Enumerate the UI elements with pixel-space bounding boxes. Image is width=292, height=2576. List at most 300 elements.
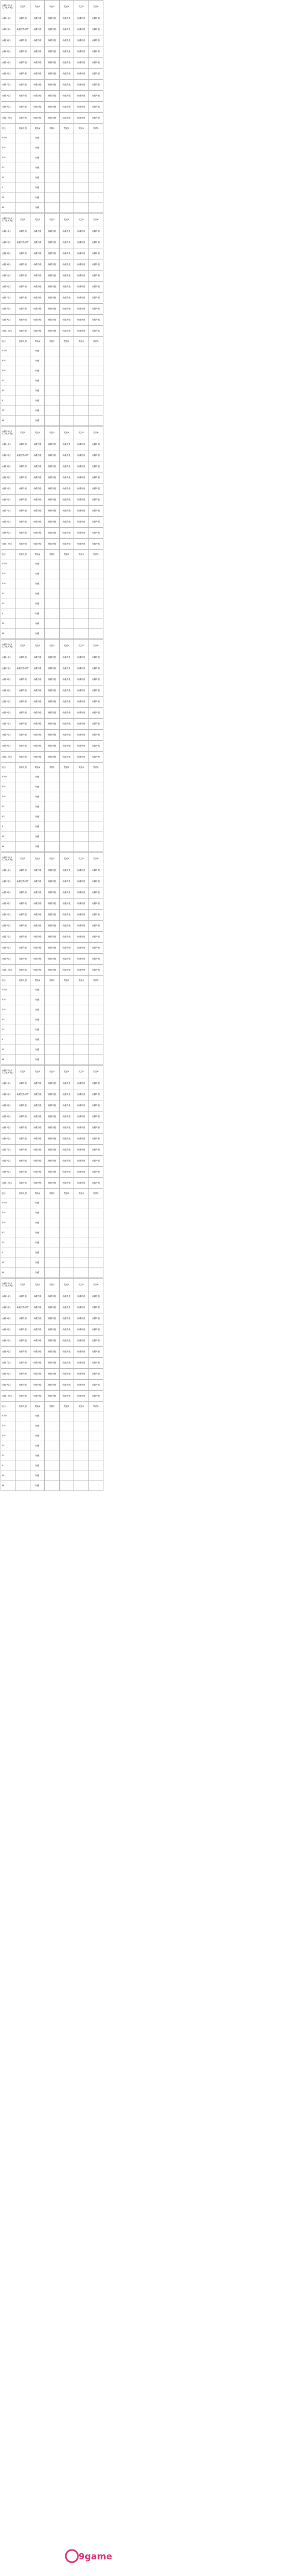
table-cell: 仙藏升级: [88, 293, 103, 304]
table-cell: [45, 629, 59, 639]
table-cell: 仙藏升级: [88, 1380, 103, 1391]
table-cell: [15, 609, 30, 619]
column-header: 奖励2: [30, 1, 44, 13]
table-cell: [88, 1015, 103, 1025]
table-cell: 仙藏升级: [59, 1089, 74, 1100]
table-cell: 仙藏升级: [88, 1369, 103, 1380]
table-cell: 仙藏升级: [74, 1347, 88, 1358]
table-cell: [74, 163, 88, 173]
table-cell: 仙藏升级: [15, 113, 30, 124]
table-cell: 仙藏升级: [45, 1100, 59, 1112]
column-header: 奖励1: [30, 976, 44, 985]
table-cell: 仙藏升级: [15, 1336, 30, 1347]
table-cell: 仙藏升级: [74, 1358, 88, 1369]
table-row: [1, 143, 103, 153]
table-cell: [74, 1015, 88, 1025]
table-cell: [59, 1421, 74, 1431]
table-row: [1, 965, 103, 976]
table-cell: [74, 1035, 88, 1045]
table-cell: 仙藏宝物部件: [15, 237, 30, 248]
table-row: [1, 237, 103, 248]
table-row: [1, 506, 103, 517]
row-label: 仙藏(10星): [1, 752, 15, 763]
table-cell: 仙藏升级: [88, 1302, 103, 1313]
column-header: 积分: [1, 337, 15, 346]
table-cell: [74, 386, 88, 396]
table-cell: 仙藏升级: [59, 495, 74, 506]
table-cell: [88, 822, 103, 832]
column-header: 奖励3: [45, 1, 59, 13]
table-cell: [15, 406, 30, 416]
table-cell: [74, 416, 88, 426]
table-cell: 仙藏升级: [15, 102, 30, 113]
table-cell: [15, 619, 30, 629]
table-cell: 仙藏升级: [88, 1391, 103, 1402]
table-row: [1, 183, 103, 193]
row-label: 500: [1, 782, 15, 792]
table-row: [1, 366, 103, 376]
table-cell: 仙藏: [30, 792, 44, 802]
row-label: 仙藏(10星): [1, 1391, 15, 1402]
column-header: 奖励3: [59, 1189, 74, 1198]
row-label: 仙藏(1星): [1, 865, 15, 876]
table-row: [1, 1302, 103, 1313]
table-cell: 仙藏升级: [45, 1302, 59, 1313]
table-cell: 仙藏升级: [74, 1123, 88, 1134]
table-row: [1, 708, 103, 719]
table-cell: 仙藏升级: [59, 1156, 74, 1167]
table-cell: [45, 1471, 59, 1481]
table-cell: [59, 589, 74, 599]
column-header: 奖励4: [74, 550, 88, 559]
table-cell: 仙藏升级: [74, 685, 88, 697]
table-cell: [88, 173, 103, 183]
table-cell: 仙藏升级: [59, 910, 74, 921]
table-cell: [74, 1218, 88, 1228]
table-cell: [45, 1248, 59, 1258]
table-cell: 仙藏升级: [88, 1178, 103, 1189]
table-cell: [74, 1411, 88, 1421]
table-cell: [15, 1461, 30, 1471]
table-cell: 仙藏升级: [88, 13, 103, 24]
table-cell: [74, 1228, 88, 1238]
table-cell: [15, 203, 30, 213]
table-row: [1, 772, 103, 782]
table-cell: 仙藏: [30, 1015, 44, 1025]
table-cell: 仙藏升级: [59, 1358, 74, 1369]
table-cell: [15, 1431, 30, 1441]
column-header: 奖励1: [15, 1066, 30, 1078]
table-row: [1, 517, 103, 528]
table-cell: [74, 346, 88, 356]
table-cell: 仙藏升级: [30, 304, 44, 315]
table-cell: 仙藏升级: [45, 271, 59, 282]
table-cell: [88, 133, 103, 143]
table-cell: [74, 1025, 88, 1035]
row-label: 仙藏(8星): [1, 91, 15, 102]
table-row: [1, 13, 103, 24]
table-cell: [15, 183, 30, 193]
table-cell: 仙藏升级: [15, 1167, 30, 1178]
table-cell: 仙藏升级: [15, 708, 30, 719]
table-cell: [15, 995, 30, 1005]
table-cell: [74, 629, 88, 639]
table-cell: [88, 772, 103, 782]
table-cell: 仙藏升级: [45, 663, 59, 674]
rank-header-row: [1, 763, 103, 772]
table-cell: [15, 782, 30, 792]
table-cell: [59, 772, 74, 782]
row-label: 100: [1, 153, 15, 163]
table-cell: 仙藏升级: [15, 248, 30, 259]
table-cell: 仙藏升级: [30, 1123, 44, 1134]
table-cell: [88, 1035, 103, 1045]
table-cell: 仙藏升级: [88, 24, 103, 35]
table-cell: 仙藏升级: [88, 865, 103, 876]
table-cell: [88, 1471, 103, 1481]
table-cell: 仙藏升级: [30, 1167, 44, 1178]
table-cell: 仙藏升级: [30, 293, 44, 304]
row-label: 仙藏(8星): [1, 1369, 15, 1380]
table-cell: [15, 1198, 30, 1208]
table-cell: 仙藏: [30, 1228, 44, 1238]
row-label: 2000: [1, 133, 15, 143]
table-cell: [45, 1005, 59, 1015]
column-header: 领取人数: [15, 976, 30, 985]
table-cell: [45, 1218, 59, 1228]
table-cell: 仙藏升级: [30, 899, 44, 910]
table-cell: 仙藏升级: [30, 932, 44, 943]
table-cell: [15, 173, 30, 183]
table-cell: 仙藏升级: [45, 439, 59, 450]
table-row: [1, 1178, 103, 1189]
row-label: 10: [1, 812, 15, 822]
table-cell: 仙藏升级: [45, 652, 59, 663]
table-cell: [59, 1025, 74, 1035]
row-label: 仙藏(6星): [1, 708, 15, 719]
table-row: [1, 226, 103, 237]
table-cell: [88, 832, 103, 842]
table-cell: [15, 1258, 30, 1268]
table-cell: 仙藏: [30, 406, 44, 416]
table-cell: 仙藏升级: [30, 484, 44, 495]
table-cell: [45, 133, 59, 143]
table-cell: 仙藏升级: [45, 58, 59, 69]
table-cell: 仙藏升级: [59, 1391, 74, 1402]
table-row: [1, 406, 103, 416]
table-cell: 仙藏: [30, 559, 44, 569]
table-row: [1, 376, 103, 386]
table-cell: 仙藏升级: [59, 1347, 74, 1358]
row-label: 仙藏(1星): [1, 1291, 15, 1302]
reward-table: [1, 1278, 103, 1491]
table-cell: 仙藏升级: [74, 248, 88, 259]
reward-table: [1, 852, 103, 1065]
table-cell: [45, 193, 59, 203]
table-cell: 仙藏升级: [45, 259, 59, 271]
table-cell: [45, 1045, 59, 1055]
row-label: 15: [1, 629, 15, 639]
table-cell: [15, 1481, 30, 1491]
table-row: [1, 812, 103, 822]
table-cell: [45, 366, 59, 376]
table-cell: 仙藏升级: [45, 461, 59, 472]
table-row: [1, 865, 103, 876]
table-cell: 仙藏升级: [30, 1336, 44, 1347]
table-cell: 仙藏升级: [45, 719, 59, 730]
table-cell: 仙藏升级: [15, 484, 30, 495]
table-cell: 仙藏升级: [15, 1145, 30, 1156]
table-row: [1, 697, 103, 708]
table-cell: 仙藏升级: [15, 13, 30, 24]
row-label: 仙藏(9星): [1, 741, 15, 752]
table-row: [1, 1198, 103, 1208]
table-cell: [15, 163, 30, 173]
table-row: [1, 1035, 103, 1045]
row-label: 仙藏(6星): [1, 282, 15, 293]
column-header: 奖励5: [88, 1189, 103, 1198]
table-cell: [45, 832, 59, 842]
table-cell: 仙藏升级: [59, 1325, 74, 1336]
table-cell: [74, 609, 88, 619]
column-header: 奖励4: [74, 976, 88, 985]
table-cell: 仙藏: [30, 1218, 44, 1228]
table-cell: [88, 153, 103, 163]
column-header: 奖励2: [30, 640, 44, 652]
table-row: [1, 356, 103, 366]
table-cell: 仙藏: [30, 1025, 44, 1035]
table-cell: 仙藏: [30, 782, 44, 792]
table-cell: 仙藏升级: [74, 943, 88, 954]
logo-ring-icon: [66, 2550, 78, 2562]
table-cell: 仙藏升级: [88, 663, 103, 674]
table-cell: [59, 1268, 74, 1278]
table-row: [1, 396, 103, 406]
table-cell: [59, 802, 74, 812]
table-cell: 仙藏升级: [30, 663, 44, 674]
table-cell: [15, 1441, 30, 1451]
table-cell: 仙藏升级: [15, 226, 30, 237]
row-label: 仙藏(1星): [1, 1078, 15, 1089]
table-cell: 仙藏升级: [59, 539, 74, 550]
table-cell: 仙藏升级: [88, 1123, 103, 1134]
table-cell: 仙藏升级: [59, 248, 74, 259]
column-header: 奖励6: [88, 1, 103, 13]
table-cell: [59, 629, 74, 639]
table-cell: 仙藏升级: [59, 439, 74, 450]
column-header: 奖励4: [59, 1, 74, 13]
table-cell: 仙藏升级: [88, 506, 103, 517]
row-label: 15: [1, 416, 15, 426]
column-header: 奖励2: [45, 124, 59, 133]
row-label: 100: [1, 792, 15, 802]
table-cell: 仙藏升级: [45, 741, 59, 752]
table-cell: 仙藏升级: [59, 1167, 74, 1178]
row-label: 仙藏(6星): [1, 921, 15, 932]
table-cell: [15, 1025, 30, 1035]
column-header: 奖励3: [59, 124, 74, 133]
row-label: 仙藏(6星): [1, 1347, 15, 1358]
column-header: 奖励3: [59, 763, 74, 772]
table-cell: 仙藏升级: [74, 752, 88, 763]
table-cell: 仙藏升级: [45, 730, 59, 741]
table-cell: [15, 802, 30, 812]
column-header: 奖励3: [59, 976, 74, 985]
table-cell: 仙藏升级: [15, 1134, 30, 1145]
table-cell: 仙藏升级: [74, 226, 88, 237]
reward-table: [1, 1065, 103, 1278]
table-cell: 仙藏升级: [45, 1380, 59, 1391]
table-cell: 仙藏升级: [88, 226, 103, 237]
table-row: [1, 326, 103, 337]
table-cell: 仙藏升级: [30, 652, 44, 663]
table-cell: 仙藏: [30, 346, 44, 356]
table-cell: 仙藏升级: [30, 1380, 44, 1391]
table-cell: 仙藏升级: [59, 865, 74, 876]
table-cell: 仙藏升级: [88, 439, 103, 450]
table-cell: [74, 599, 88, 609]
column-header: 奖励2: [45, 976, 59, 985]
table-cell: 仙藏升级: [74, 887, 88, 899]
table-cell: [45, 995, 59, 1005]
table-cell: 仙藏升级: [59, 1100, 74, 1112]
row-label: 10: [1, 406, 15, 416]
row-label: 仙藏(8星): [1, 943, 15, 954]
table-row: [1, 730, 103, 741]
table-row: [1, 876, 103, 887]
table-cell: 仙藏升级: [30, 326, 44, 337]
table-cell: [45, 1228, 59, 1238]
table-row: [1, 1078, 103, 1089]
table-cell: [88, 1218, 103, 1228]
table-row: [1, 304, 103, 315]
column-header: 领取人数: [15, 550, 30, 559]
column-header: 积分: [1, 763, 15, 772]
table-cell: 仙藏升级: [74, 899, 88, 910]
table-cell: [88, 985, 103, 995]
table-cell: [74, 619, 88, 629]
table-cell: [15, 1471, 30, 1481]
table-cell: [88, 163, 103, 173]
table-cell: 仙藏升级: [30, 708, 44, 719]
table-cell: 仙藏: [30, 1441, 44, 1451]
table-cell: [59, 153, 74, 163]
table-cell: 仙藏升级: [15, 752, 30, 763]
table-cell: [88, 183, 103, 193]
table-cell: [15, 599, 30, 609]
table-cell: 仙藏宝物部件: [15, 876, 30, 887]
table-cell: 仙藏升级: [59, 461, 74, 472]
row-label: 500: [1, 356, 15, 366]
table-row: [1, 1055, 103, 1065]
table-cell: 仙藏升级: [88, 1078, 103, 1089]
table-cell: [59, 1471, 74, 1481]
table-row: [1, 822, 103, 832]
table-cell: 仙藏升级: [74, 484, 88, 495]
table-cell: 仙藏升级: [45, 954, 59, 965]
row-label: 100: [1, 579, 15, 589]
table-cell: 仙藏升级: [74, 1336, 88, 1347]
table-cell: 仙藏升级: [88, 58, 103, 69]
table-cell: 仙藏升级: [45, 326, 59, 337]
table-cell: [45, 619, 59, 629]
table-cell: [74, 1421, 88, 1431]
table-cell: 仙藏升级: [74, 1325, 88, 1336]
table-cell: 仙藏升级: [74, 1302, 88, 1313]
column-header: 奖励1: [30, 550, 44, 559]
table-cell: 仙藏升级: [15, 58, 30, 69]
row-label: 2000: [1, 985, 15, 995]
table-cell: [88, 802, 103, 812]
table-cell: 仙藏升级: [59, 685, 74, 697]
table-cell: 仙藏: [30, 985, 44, 995]
row-label: 10: [1, 1238, 15, 1248]
table-row: [1, 80, 103, 91]
table-row: [1, 652, 103, 663]
table-cell: 仙藏升级: [45, 1089, 59, 1100]
table-row: [1, 1218, 103, 1228]
table-cell: 仙藏: [30, 1035, 44, 1045]
table-cell: [15, 396, 30, 406]
table-row: [1, 954, 103, 965]
table-cell: [59, 782, 74, 792]
table-row: [1, 943, 103, 954]
table-cell: 仙藏升级: [30, 697, 44, 708]
table-cell: 仙藏: [30, 1238, 44, 1248]
table-cell: [88, 1025, 103, 1035]
column-header: 奖励2: [45, 550, 59, 559]
row-label: 5: [1, 609, 15, 619]
table-row: [1, 1005, 103, 1015]
table-cell: [74, 203, 88, 213]
table-cell: 仙藏升级: [74, 113, 88, 124]
row-label: 仙藏(2星): [1, 1089, 15, 1100]
table-cell: 仙藏升级: [15, 899, 30, 910]
table-cell: [45, 1015, 59, 1025]
table-row: [1, 1441, 103, 1451]
table-row: [1, 1145, 103, 1156]
table-cell: 仙藏升级: [30, 741, 44, 752]
row-label: 10: [1, 1025, 15, 1035]
table-row: [1, 113, 103, 124]
table-cell: 仙藏: [30, 1005, 44, 1015]
table-cell: [15, 1015, 30, 1025]
row-label: 仙藏(2星): [1, 24, 15, 35]
table-cell: 仙藏: [30, 842, 44, 852]
table-cell: [45, 163, 59, 173]
table-cell: 仙藏升级: [88, 697, 103, 708]
table-cell: 仙藏升级: [30, 91, 44, 102]
table-cell: 仙藏升级: [88, 472, 103, 484]
table-cell: 仙藏升级: [88, 326, 103, 337]
row-label: 500: [1, 1208, 15, 1218]
column-header: 奖励3: [45, 853, 59, 865]
table-cell: [45, 183, 59, 193]
table-cell: 仙藏升级: [45, 237, 59, 248]
table-cell: 仙藏宝物部件: [15, 663, 30, 674]
table-cell: 仙藏升级: [88, 69, 103, 80]
table-cell: 仙藏升级: [88, 1358, 103, 1369]
table-cell: [45, 1025, 59, 1035]
table-cell: 仙藏: [30, 1268, 44, 1278]
row-label: 仙藏(8星): [1, 517, 15, 528]
table-row: [1, 1461, 103, 1471]
table-cell: [59, 832, 74, 842]
row-label: 500: [1, 995, 15, 1005]
table-cell: 仙藏升级: [88, 282, 103, 293]
table-cell: 仙藏宝物部件: [15, 24, 30, 35]
table-cell: 仙藏升级: [15, 461, 30, 472]
